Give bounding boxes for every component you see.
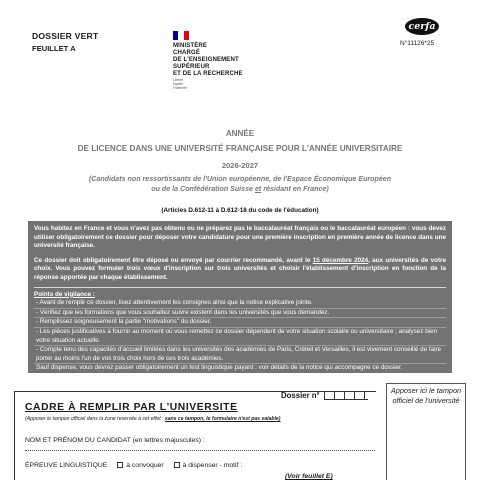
vigilance-item: Sauf dispense, vous devrez passer obligatoirement un test linguistique payant : voir détails de la notice qui accompagne ce dossier. <box>34 363 446 373</box>
ministry-line: ET DE LA RECHERCHE <box>173 70 243 77</box>
french-flag-icon <box>173 31 189 40</box>
notice-text: , aux universités de votre choix. Vous pouvez formuler trois vœux d'inscription sur trois universités et choisir l'établissement d'inscription en fonction de la réponse apportée par chaque établissement. <box>34 256 447 281</box>
candidate-name-label: NOM ET PRÉNOM DU CANDIDAT (en lettres majuscules) : <box>25 437 205 444</box>
vigilance-item: - Compte tenu des capacités d'accueil limitées dans les universités des académies de Paris, Créteil et Versailles, il est vivement conseillé de faire porter au moins l'un de vos trois choix hors de ces trois académies. <box>34 345 446 363</box>
stamp-zone: Apposer ici le tampon officiel de l'université <box>386 383 466 480</box>
ministry-line: CHARGÉ <box>173 49 201 56</box>
dossier-number-field[interactable] <box>281 391 368 400</box>
subtitle-text: résidant en France) <box>261 185 329 193</box>
cadre-note-warning: sans ce tampon, le formulaire n'est pas valable) <box>164 416 281 422</box>
ministry-logo <box>173 31 243 90</box>
deadline-date: 15 décembre 2024 <box>312 256 369 264</box>
language-test-row <box>25 462 242 469</box>
vigilance-item: - Vérifiez que les formations que vous souhaitez suivre existent dans les universités que vous demandez. <box>34 308 446 318</box>
dossier-number-label: Dossier n° <box>281 391 320 400</box>
legal-articles: (Articles D.612-11 à D.612-18 du code de l'éducation) <box>161 207 319 214</box>
vigilance-item: - Avant de remplir ce dossier, lisez attentivement les consignes ainsi que la notice explicative jointe. <box>36 299 313 307</box>
dispenser-checkbox[interactable] <box>174 462 180 468</box>
motto-line: Fraternité <box>173 85 187 90</box>
vigilance-item: - Les pièces justificatives à fournir au moment où vous remettez ce dossier dépendent de votre situation scolaire ou universitaire ; analysez bien votre situation actuelle. <box>34 327 446 345</box>
vigilance-list <box>34 299 446 373</box>
subtitle-et: et <box>254 185 262 193</box>
convoquer-label: à convoquer <box>126 462 164 469</box>
candidate-name-field[interactable] <box>25 449 375 451</box>
notice-text: Ce dossier doit obligatoirement être déposé ou envoyé par courrier recommandé, avant le <box>34 256 313 264</box>
convoquer-checkbox[interactable] <box>117 462 123 468</box>
language-test-label: ÉPREUVE LINGUISTIQUE <box>25 462 108 469</box>
subtitle-line <box>0 184 480 194</box>
ministry-name <box>173 42 243 77</box>
dossier-number-boxes[interactable] <box>324 391 368 400</box>
cerfa-logo: cerfa <box>405 18 439 35</box>
notice-paragraph-2 <box>34 257 446 283</box>
notice-paragraph-1: Vous habitez en France et vous n'avez pas obtenu ou ne préparez pas le baccalauréat français ou le baccalauréat européen : vous devez utiliser obligatoirement ce dossier pour déposer votre candidature pour une première inscription en première année de licence dans une université française. <box>34 225 446 250</box>
title-line-1: ANNÉE <box>225 129 255 138</box>
subtitle-text: ou de la Confédération Suisse <box>151 185 255 193</box>
cadre-title: CADRE À REMPLIR PAR L'UNIVERSITE <box>25 402 238 413</box>
subtitle-line: (Candidats non ressortissants de l'Union européenne, de l'Espace Économique Européen <box>88 175 392 183</box>
dossier-title: DOSSIER VERT <box>32 31 99 41</box>
title-year: 2026-2027 <box>221 161 259 170</box>
ministry-line: SUPÉRIEUR <box>173 63 210 70</box>
motto-line: Liberté <box>173 78 183 82</box>
see-feuillet-e: (Voir feuillet E) <box>285 473 333 480</box>
ministry-line: MINISTÈRE <box>173 42 208 49</box>
feuillet-label: FEUILLET A <box>32 44 76 53</box>
ministry-line: DE L'ENSEIGNEMENT <box>173 56 239 63</box>
republic-motto <box>173 79 243 90</box>
divider <box>34 287 446 288</box>
title-subtitle <box>0 174 480 194</box>
title-line-2: DE LICENCE DANS UNE UNIVERSITÉ FRANÇAISE POUR L'ANNÉE UNIVERSITAIRE <box>77 144 403 153</box>
notice-box <box>28 221 452 373</box>
cerfa-number: N°11126*25 <box>400 40 435 47</box>
motto-line: Égalité <box>173 81 183 86</box>
dispenser-label: à dispenser - motif : <box>182 462 243 469</box>
cadre-note <box>25 416 280 422</box>
vigilance-title: Points de vigilance : <box>34 290 95 298</box>
vigilance-item: - Remplissez soigneusement la partie "motivations" du dossier. <box>34 317 446 327</box>
cadre-note-text: (Apposer le tampon officiel dans la zone reservée à cet effet : <box>25 416 165 422</box>
